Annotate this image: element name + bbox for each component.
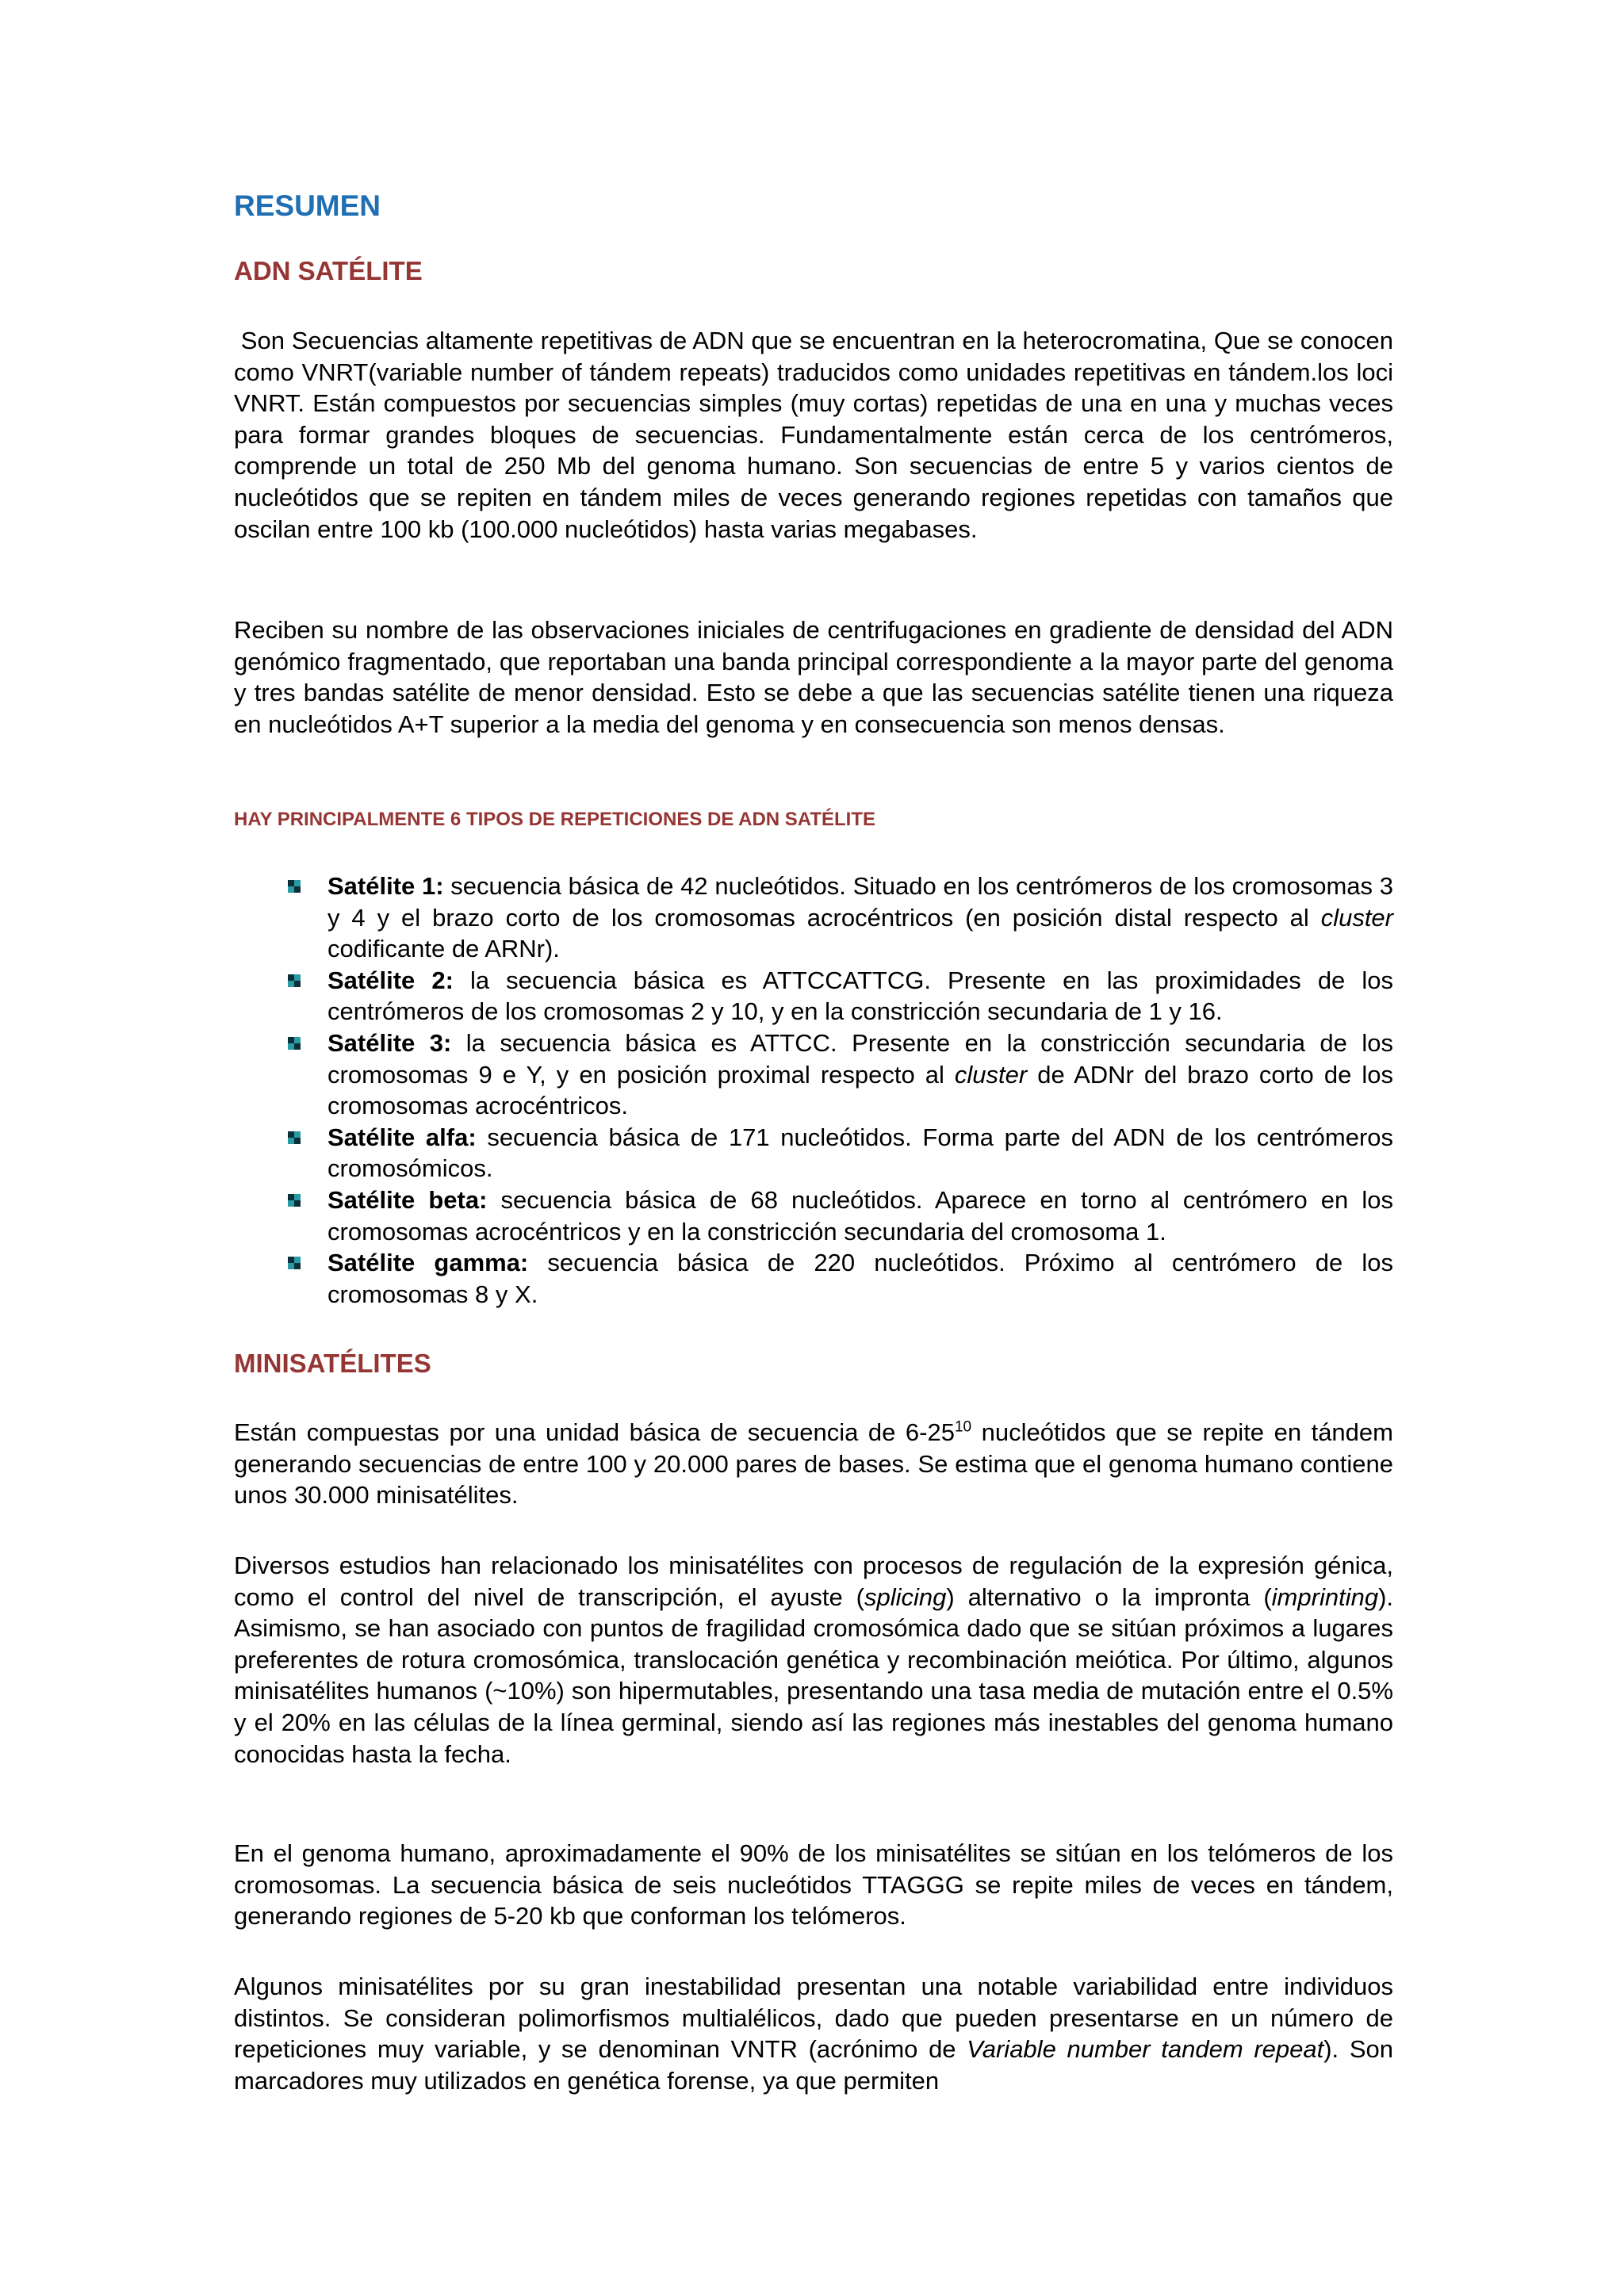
text-run: ). Son marcadores muy utilizados en genética forense, ya que permiten	[234, 2035, 1393, 2095]
superscript: 10	[954, 1418, 972, 1436]
text-run: ). Asimismo, se han asociado con puntos de fragilidad cromosómica dado que se sitúan próximos a lugares preferentes de rotura cromosómica, translocación genética y recombinación meiótica. Por último, algunos minisatélites humanos (~10%) son hipermutables, presentando una tasa media de mutación entre el 0.5% y el 20% en las células de la línea germinal, siendo así las regiones más inestables del genoma humano conocidas hasta la fecha.	[234, 1582, 1393, 1768]
list-item	[288, 965, 1393, 1027]
item-text: la secuencia básica es ATTCC. Presente en la constricción secundaria de los cromosomas 9 e Y, y en posición proximal respecto al	[327, 1028, 1393, 1089]
section-heading-adn-satelite: ADN SATÉLITE	[234, 256, 423, 285]
item-text: la secuencia básica es ATTCCATTCG. Presente en las proximidades de los centrómeros de los cromosomas 2 y 10, y en la constricción secundaria de 1 y 16.	[327, 966, 1393, 1026]
list-item	[288, 871, 1393, 965]
text-run: Diversos estudios han relacionado los minisatélites con procesos de regulación de la expresión génica, como el control del nivel de transcripción, el ayuste (	[234, 1552, 1393, 1611]
list-item	[288, 1122, 1393, 1184]
item-label: Satélite gamma:	[327, 1249, 529, 1277]
page-title: RESUMEN	[234, 189, 381, 222]
square-bullet-icon	[288, 1037, 301, 1050]
square-bullet-icon	[288, 880, 301, 893]
item-label: Satélite 1:	[327, 872, 444, 900]
paragraph-minisat-definition	[234, 1417, 1393, 1511]
square-bullet-icon	[288, 1131, 301, 1144]
square-bullet-icon	[288, 974, 301, 987]
section-heading-minisatelites: MINISATÉLITES	[234, 1349, 431, 1378]
paragraph-origin: Reciben su nombre de las observaciones iniciales de centrifugaciones en gradiente de densidad del ADN genómico fragmentado, que reportaban una banda principal correspondiente a la mayor parte del genoma y tres bandas satélite de menor densidad. Esto se debe a que las secuencias satélite tienen una riqueza en nucleótidos A+T superior a la media del genoma y en consecuencia son menos densas.	[234, 616, 1393, 738]
item-text: secuencia básica de 220 nucleótidos. Próximo al centrómero de los cromosomas 8 y X.	[327, 1249, 1393, 1308]
italic-term: imprinting	[1271, 1582, 1379, 1611]
item-italic: cluster	[1320, 903, 1393, 932]
item-label: Satélite 3:	[327, 1028, 452, 1057]
subheading-tipos: HAY PRINCIPALMENTE 6 TIPOS DE REPETICIONES DE ADN SATÉLITE	[234, 809, 876, 830]
item-label: Satélite alfa:	[327, 1123, 477, 1151]
paragraph-vntr	[234, 1971, 1393, 2096]
text-run: ) alternativo o la impronta (	[946, 1582, 1272, 1611]
item-label: Satélite 2:	[327, 966, 454, 994]
satellite-types-list	[288, 871, 1393, 1310]
list-item	[288, 1027, 1393, 1122]
italic-term: splicing	[864, 1582, 947, 1611]
paragraph-telomeres: En el genoma humano, aproximadamente el 90% de los minisatélites se sitúan en los telómeros de los cromosomas. La secuencia básica de seis nucleótidos TTAGGG se repite miles de veces en tándem, generando regiones de 5-20 kb que conforman los telómeros.	[234, 1839, 1393, 1931]
list-item	[288, 1247, 1393, 1310]
square-bullet-icon	[288, 1257, 301, 1269]
item-text: de ADNr del brazo corto de los cromosomas acrocéntricos.	[327, 1060, 1393, 1120]
text-run: Están compuestas por una unidad básica de secuencia de 6-25	[234, 1418, 955, 1446]
text-run: nucleótidos que se repite en tándem generando secuencias de entre 100 y 20.000 pares de bases. Se estima que el genoma humano contiene unos 30.000 minisatélites.	[234, 1418, 1393, 1510]
list-item	[288, 1184, 1393, 1247]
italic-term: Variable number tandem repeat	[967, 2035, 1324, 2064]
paragraph-minisat-studies	[234, 1550, 1393, 1770]
text-run: Algunos minisatélites por su gran inestabilidad presentan una notable variabilidad entre individuos distintos. Se consideran polimorfismos multialélicos, dado que pueden presentarse en un número de repeticiones muy variable, y se denominan VNTR (acrónimo de	[234, 1973, 1393, 2064]
paragraph-intro: Son Secuencias altamente repetitivas de ADN que se encuentran en la heterocromatina, Que se conocen como VNRT(variable number of tándem repeats) traducidos como unidades repetitivas en tándem.los loci VNRT. Están compuestos por secuencias simples (muy cortas) repetidas de una en una y muchas veces para formar grandes bloques de secuencias. Fundamentalmente están cerca de los centrómeros, comprende un total de 250 Mb del genoma humano. Son secuencias de entre 5 y varios cientos de nucleótidos que se repiten en tándem miles de veces generando regiones repetidas con tamaños que oscilan entre 100 kb (100.000 nucleótidos) hasta varias megabases.	[234, 327, 1400, 543]
item-text: secuencia básica de 171 nucleótidos. Forma parte del ADN de los centrómeros cromosómicos.	[327, 1123, 1394, 1183]
square-bullet-icon	[288, 1194, 301, 1207]
item-text: secuencia básica de 68 nucleótidos. Aparece en torno al centrómero en los cromosomas acrocéntricos y en la constricción secundaria del cromosoma 1.	[327, 1185, 1393, 1246]
item-label: Satélite beta:	[327, 1185, 488, 1214]
item-text: codificante de ARNr).	[327, 935, 560, 963]
item-text: secuencia básica de 42 nucleótidos. Situado en los centrómeros de los cromosomas 3 y 4 y el brazo corto de los cromosomas acrocéntricos (en posición distal respecto al	[327, 872, 1393, 932]
item-italic: cluster	[954, 1060, 1028, 1089]
